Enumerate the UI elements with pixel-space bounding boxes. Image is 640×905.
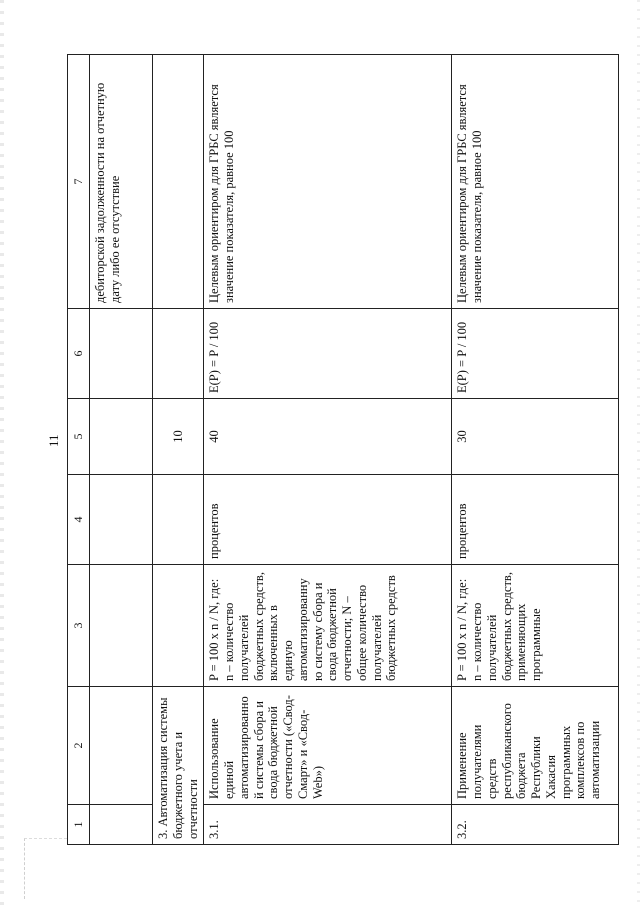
cell-evaluation: [90, 309, 153, 399]
cell-unit: процентов: [204, 475, 452, 565]
page-number: 11: [46, 434, 61, 447]
cell-comment: Целевым ориентиром для ГРБС является значение показателя, равное 100: [204, 55, 452, 309]
cell-evaluation: [153, 309, 204, 399]
cell-weight: 30: [452, 399, 619, 475]
cell-unit: [153, 475, 204, 565]
cell-comment: [153, 55, 204, 309]
header-cell: 1: [68, 805, 90, 845]
table-row: [452, 55, 619, 845]
table-row: [204, 55, 452, 845]
cell-evaluation: E(P) = P / 100: [452, 309, 619, 399]
scan-edge-left: [0, 0, 4, 905]
cell-number: 3.1.: [204, 805, 452, 845]
indicator-table: [67, 54, 619, 845]
cell-formula: P = 100 x n / N, где: n – количество получателей бюджетных средств, включенных в единую автоматизированную систему сбора и свода бюджетной отчетности; N – общее количество получателей бюджетных средств: [204, 565, 452, 687]
header-cell: 7: [68, 55, 90, 309]
cell-formula: [90, 565, 153, 687]
cell-evaluation: E(P) = P / 100: [204, 309, 452, 399]
cell-unit: [90, 475, 153, 565]
rotated-table-container: [67, 55, 619, 845]
header-cell: 2: [68, 687, 90, 805]
header-cell: 5: [68, 399, 90, 475]
section-title: 3. Автоматизация системы бюджетного учета и отчетности: [153, 687, 204, 845]
table-header-row: [68, 55, 90, 845]
table-row-section: [153, 55, 204, 845]
cell-indicator: Использование единой автоматизированной системы сбора и свода бюджетной отчетности («Свод-Смарт» и «Свод-Web»): [204, 687, 452, 805]
header-cell: 6: [68, 309, 90, 399]
cell-weight: 40: [204, 399, 452, 475]
cell-unit: процентов: [452, 475, 619, 565]
header-cell: 3: [68, 565, 90, 687]
cell-number: 3.2.: [452, 805, 619, 845]
table-row-continuation: [90, 55, 153, 845]
cell-formula: P = 100 x n / N, где: n – количество получателей бюджетных средств, применяющих программные: [452, 565, 619, 687]
cell-indicator: [90, 687, 153, 805]
cell-weight: 10: [153, 399, 204, 475]
cell-comment: дебиторской задолженности на отчетную дату либо ее отсутствие: [90, 55, 153, 309]
cell-indicator: Применение получателями средств республиканского бюджета Республики Хакасия программных комплексов по автоматизации: [452, 687, 619, 805]
cell-formula: [153, 565, 204, 687]
cell-number: [90, 805, 153, 845]
header-cell: 4: [68, 475, 90, 565]
scan-artifact: [24, 838, 67, 899]
cell-weight: [90, 399, 153, 475]
cell-comment: Целевым ориентиром для ГРБС является значение показателя, равное 100: [452, 55, 619, 309]
